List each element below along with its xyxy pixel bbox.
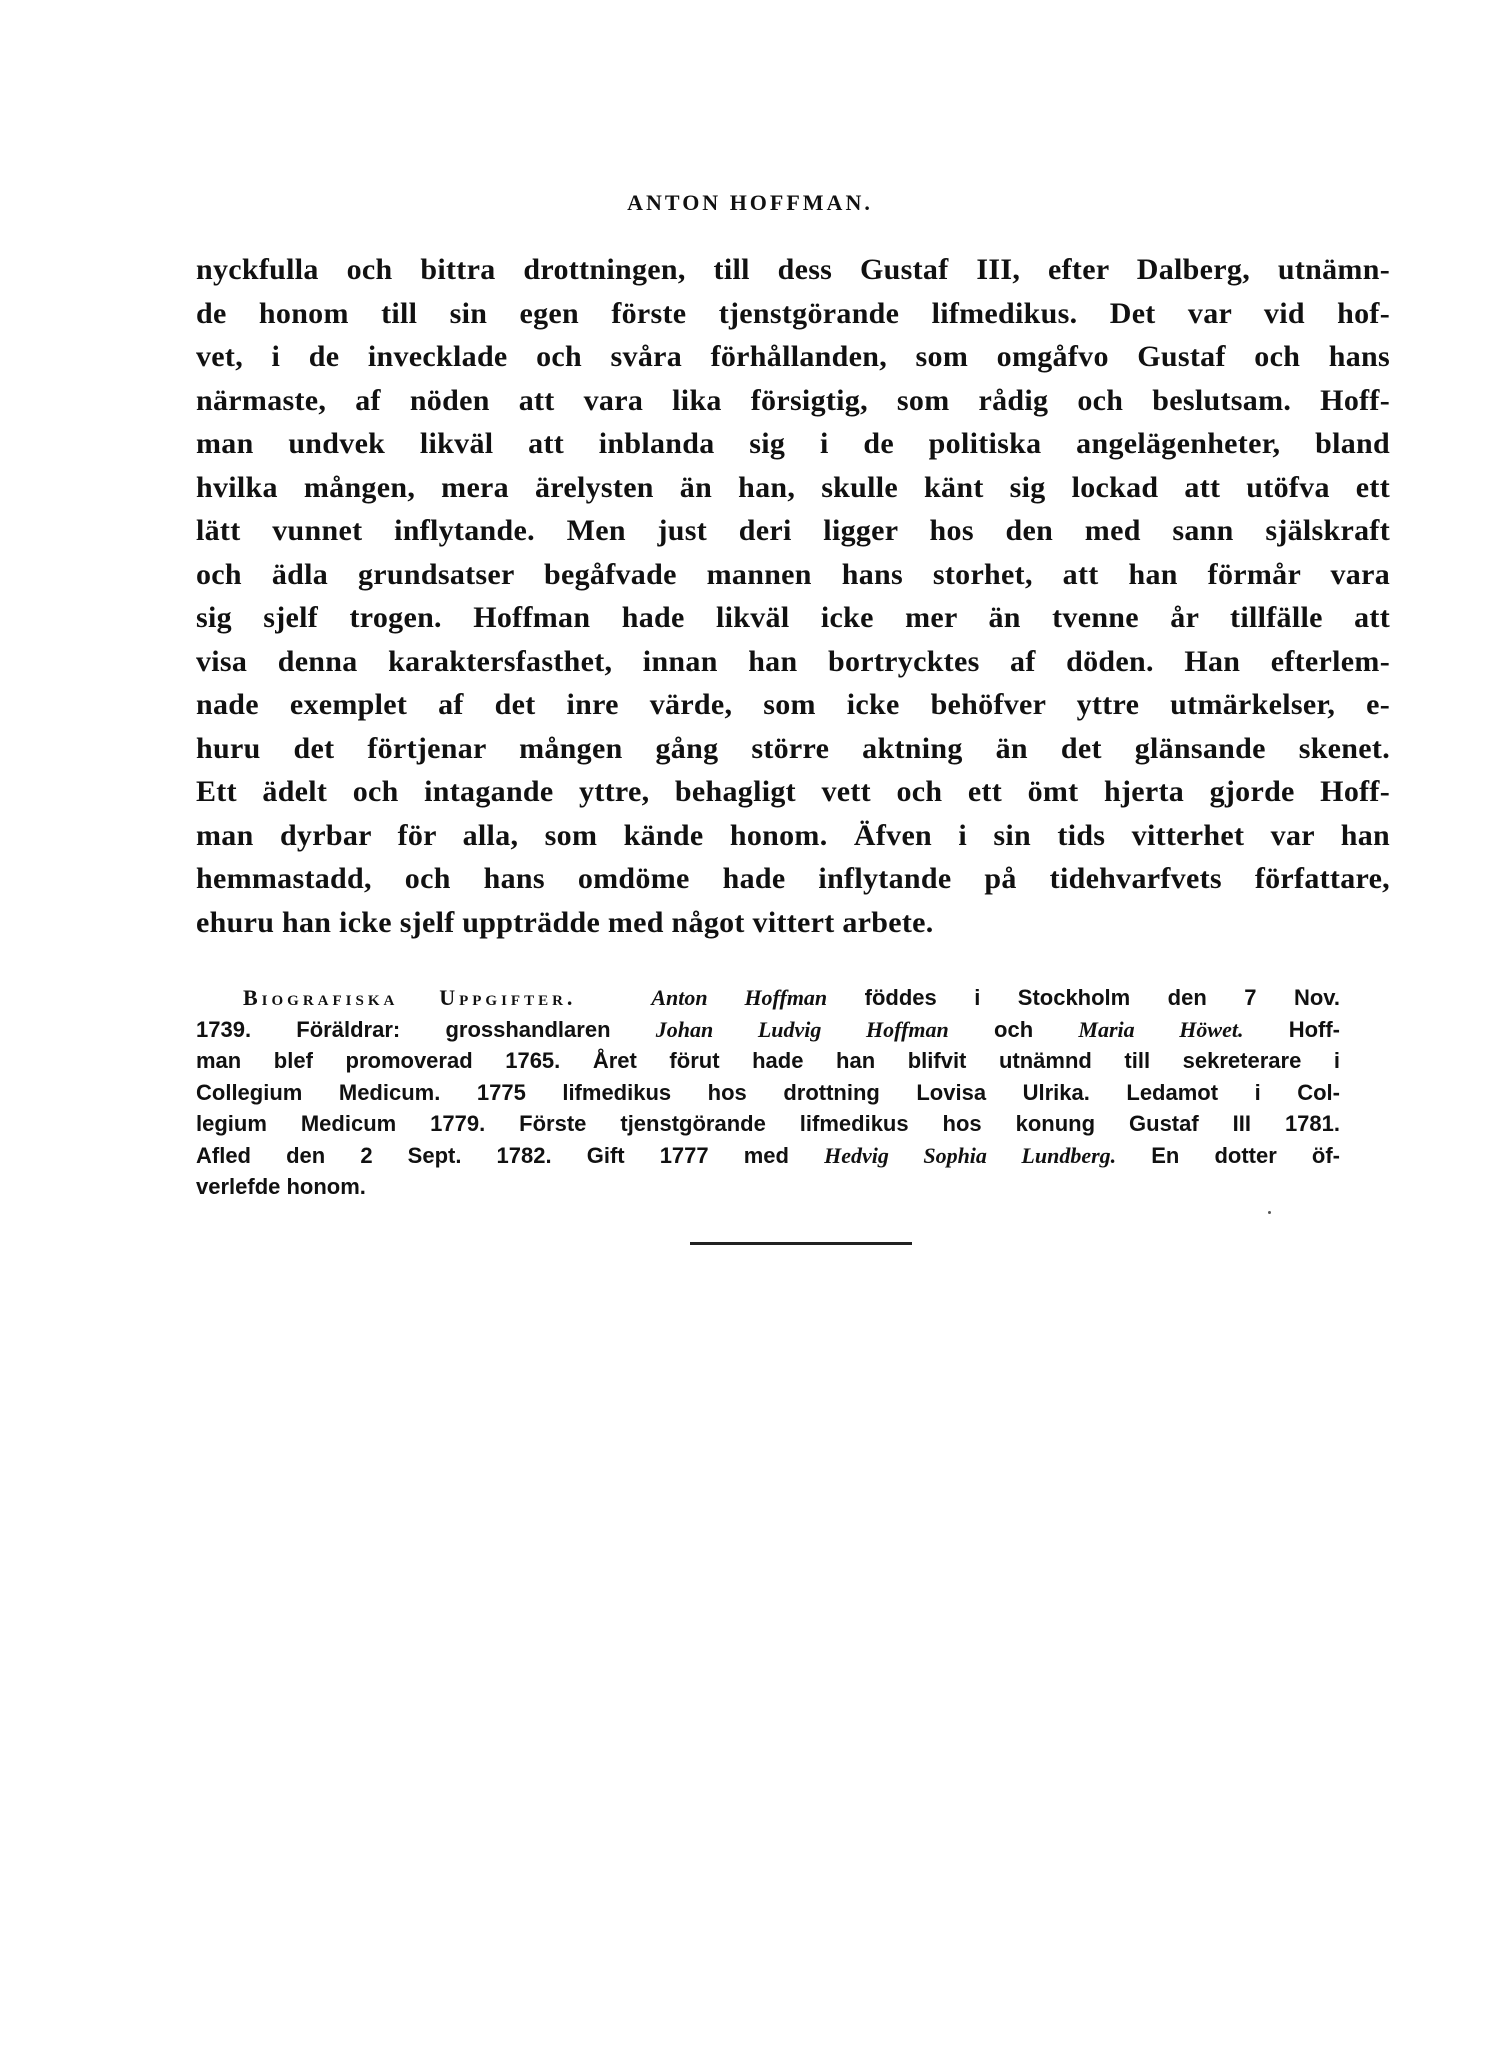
- bio-text: och: [948, 1016, 1079, 1042]
- bio-name: Johan Ludvig Hoffman: [655, 1016, 949, 1042]
- bio-text: En dotter öf-: [1116, 1142, 1341, 1168]
- body-line: sig sjelf trogen. Hoffman hade likväl icke mer än tvenne år tillfälle att: [196, 601, 1390, 634]
- bio-name: Anton Hoffman: [651, 985, 828, 1010]
- bio-heading: Biografiska Uppgifter.: [243, 985, 577, 1010]
- bio-line: [243, 982, 1340, 1014]
- scan-speck: [1268, 1211, 1271, 1214]
- bio-text: Hoff-: [1243, 1016, 1341, 1042]
- body-line: man undvek likväl att inblanda sig i de politiska angelägenheter, bland: [196, 427, 1390, 460]
- end-rule: [690, 1242, 912, 1245]
- bio-line: legium Medicum 1779. Förste tjenstgörande lifmedikus hos konung Gustaf III 1781.: [196, 1111, 1340, 1136]
- bio-line: verlefde honom.: [196, 1174, 366, 1199]
- biographical-note: [196, 982, 1341, 1203]
- body-text: [196, 248, 1390, 944]
- body-line: Ett ädelt och intagande yttre, behagligt vett och ett ömt hjerta gjorde Hoff-: [196, 775, 1390, 808]
- body-line: nade exemplet af det inre värde, som icke behöfver yttre utmärkelser, e-: [196, 688, 1390, 721]
- body-line: lätt vunnet inflytande. Men just deri ligger hos den med sann själskraft: [196, 514, 1390, 547]
- body-line: hemmastadd, och hans omdöme hade inflytande på tidehvarfvets författare,: [196, 862, 1390, 895]
- bio-text: föddes i Stockholm den 7 Nov.: [827, 985, 1340, 1010]
- bio-line: [196, 1014, 1340, 1046]
- bio-line: [196, 1140, 1340, 1172]
- bio-line: man blef promoverad 1765. Året förut hade han blifvit utnämnd till sekreterare i: [196, 1048, 1340, 1073]
- body-line: de honom till sin egen förste tjenstgörande lifmedikus. Det var vid hof-: [196, 296, 1390, 330]
- body-line: visa denna karaktersfasthet, innan han bortrycktes af döden. Han efterlem-: [196, 644, 1390, 678]
- body-line: huru det förtjenar mången gång större aktning än det glänsande skenet.: [196, 731, 1390, 765]
- bio-text: Afled den 2 Sept. 1782. Gift 1777 med: [196, 1142, 825, 1168]
- body-line: vet, i de invecklade och svåra förhållanden, som omgåfvo Gustaf och hans: [196, 340, 1390, 373]
- body-line: nyckfulla och bittra drottningen, till dess Gustaf III, efter Dalberg, utnämn-: [196, 253, 1390, 286]
- bio-line: Collegium Medicum. 1775 lifmedikus hos drottning Lovisa Ulrika. Ledamot i Col-: [196, 1079, 1340, 1105]
- running-head: ANTON HOFFMAN.: [627, 190, 873, 215]
- body-line: hvilka mången, mera ärelysten än han, skulle känt sig lockad att utöfva ett: [196, 470, 1390, 504]
- body-line: man dyrbar för alla, som kände honom. Äfven i sin tids vitterhet var han: [196, 818, 1390, 852]
- bio-name: Maria Höwet.: [1078, 1016, 1244, 1042]
- bio-text: 1739. Föräldrar: grosshandlaren: [196, 1016, 656, 1042]
- body-line: närmaste, af nöden att vara lika försigtig, som rådig och beslutsam. Hoff-: [196, 383, 1390, 417]
- body-line: ehuru han icke sjelf uppträdde med något vittert arbete.: [196, 905, 934, 939]
- body-line: och ädla grundsatser begåfvade mannen hans storhet, att han förmår vara: [196, 557, 1390, 591]
- bio-name: Hedvig Sophia Lundberg.: [824, 1142, 1117, 1168]
